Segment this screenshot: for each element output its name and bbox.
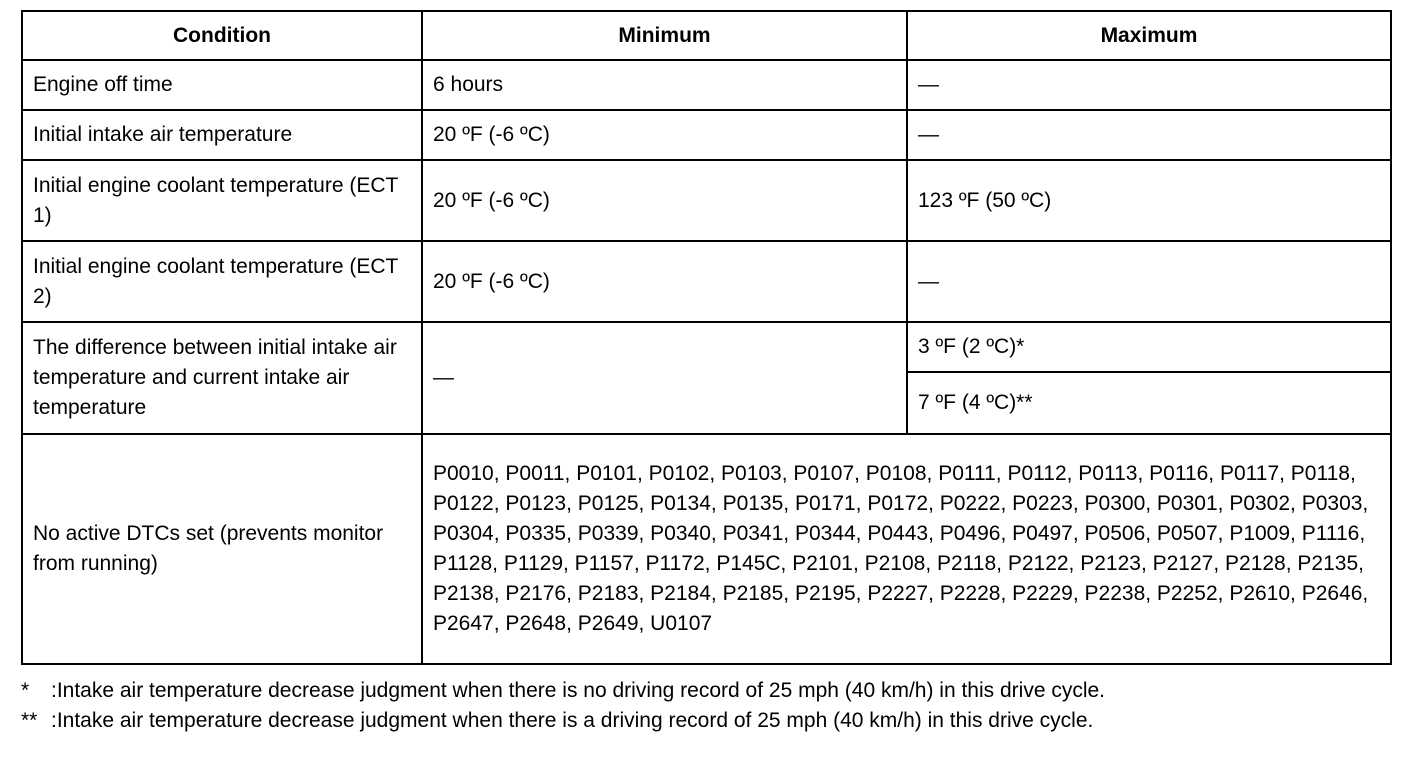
header-row bbox=[22, 11, 1391, 60]
condition-cell: No active DTCs set (prevents monitor from running) bbox=[22, 434, 422, 664]
table-row bbox=[22, 160, 1391, 241]
footnote bbox=[21, 676, 1105, 706]
header-maximum: Maximum bbox=[907, 11, 1391, 60]
maximum-cell: — bbox=[907, 110, 1391, 160]
header-condition: Condition bbox=[22, 11, 422, 60]
table-row bbox=[22, 241, 1391, 322]
minimum-cell: 20 ºF (-6 ºC) bbox=[422, 241, 907, 322]
footnotes bbox=[21, 676, 1105, 736]
condition-cell: Initial engine coolant temperature (ECT 1) bbox=[22, 160, 422, 241]
table-row bbox=[22, 434, 1391, 664]
table-row bbox=[22, 322, 1391, 372]
condition-cell: The difference between initial intake air temperature and current intake air temperature bbox=[22, 322, 422, 434]
table-row bbox=[22, 60, 1391, 110]
minimum-cell: 20 ºF (-6 ºC) bbox=[422, 110, 907, 160]
condition-cell: Engine off time bbox=[22, 60, 422, 110]
maximum-cell: 123 ºF (50 ºC) bbox=[907, 160, 1391, 241]
footnote bbox=[21, 706, 1105, 736]
dtc-list-cell: P0010, P0011, P0101, P0102, P0103, P0107, P0108, P0111, P0112, P0113, P0116, P0117, P0118, P0122, P0123, P0125, P0134, P0135, P0171, P0172, P0222, P0223, P0300, P0301, P0302, P0303, P0304, P0335, P0339, P0340, P0341, P0344, P0443, P0496, P0497, P0506, P0507, P1009, P1116, P1128, P1129, P1157, P1172, P145C, P2101, P2108, P2118, P2122, P2123, P2127, P2128, P2135, P2138, P2176, P2183, P2184, P2185, P2195, P2227, P2228, P2229, P2238, P2252, P2610, P2646, P2647, P2648, P2649, U0107 bbox=[422, 434, 1391, 664]
footnote-mark: * bbox=[21, 679, 30, 702]
condition-cell: Initial engine coolant temperature (ECT 2) bbox=[22, 241, 422, 322]
minimum-cell: — bbox=[422, 322, 907, 434]
footnote-mark: ** bbox=[21, 709, 38, 732]
maximum-cell: — bbox=[907, 241, 1391, 322]
maximum-cell: — bbox=[907, 60, 1391, 110]
maximum-cell: 7 ºF (4 ºC)** bbox=[907, 372, 1391, 434]
maximum-cell: 3 ºF (2 ºC)* bbox=[907, 322, 1391, 372]
conditions-table bbox=[21, 10, 1392, 665]
minimum-cell: 20 ºF (-6 ºC) bbox=[422, 160, 907, 241]
condition-cell: Initial intake air temperature bbox=[22, 110, 422, 160]
footnote-text: :Intake air temperature decrease judgment when there is a driving record of 25 mph (40 km/h) in this drive cycle. bbox=[51, 709, 1094, 732]
header-minimum: Minimum bbox=[422, 11, 907, 60]
table-row bbox=[22, 110, 1391, 160]
minimum-cell: 6 hours bbox=[422, 60, 907, 110]
footnote-text: :Intake air temperature decrease judgment when there is no driving record of 25 mph (40 km/h) in this drive cycle. bbox=[51, 679, 1106, 702]
